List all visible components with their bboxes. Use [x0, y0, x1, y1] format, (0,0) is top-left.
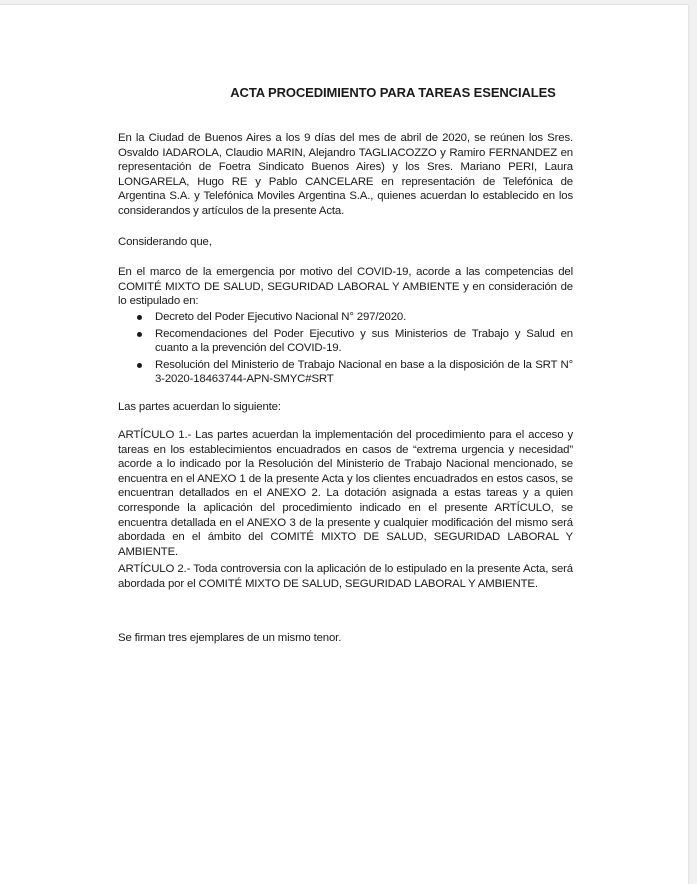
marco-paragraph: En el marco de la emergencia por motivo del COVID-19, acorde a las competencias del COMITÉ MIXTO DE SALUD, SEGURIDAD LABORAL Y AMBIENTE y en consideración de lo estipulado en:: [118, 266, 573, 308]
document-title: ACTA PROCEDIMIENTO PARA TAREAS ESENCIALES: [230, 85, 556, 100]
bullet-icon: [137, 315, 142, 320]
list-item-text: Decreto del Poder Ejecutivo Nacional N° 297/2020.: [155, 311, 407, 323]
list-item: [118, 327, 573, 356]
considerando-list: [118, 310, 573, 389]
bullet-icon: [137, 332, 142, 337]
list-item: [118, 358, 573, 387]
considerando-paragraph: Considerando que,: [118, 236, 212, 248]
document-page: [0, 5, 688, 884]
articulo-2-paragraph: ARTÍCULO 2.- Toda controversia con la aplicación de lo estipulado en la presente Acta, será abordada por el COMITÉ MIXTO DE SALUD, SEGURIDAD LABORAL Y AMBIENTE.: [118, 563, 573, 590]
intro-paragraph: En la Ciudad de Buenos Aires a los 9 días del mes de abril de 2020, se reúnen los Sres. Osvaldo IADAROLA, Claudio MARIN, Alejandro TAGLIACOZZO y Ramiro FERNANDEZ en representación de Foetra Sindicato Buenos Aires) y los Sres. Mariano PERI, Laura LONGARELA, Hugo RE y Pablo CANCELARE en representación de Telefónica de Argentina S.A. y Telefónica Moviles Argentina S.A., quienes acuerdan lo establecido en los considerandos y artículos de la presente Acta.: [118, 132, 573, 217]
partes-paragraph: Las partes acuerdan lo siguiente:: [118, 401, 281, 413]
firman-paragraph: Se firman tres ejemplares de un mismo tenor.: [118, 632, 342, 644]
bullet-icon: [137, 363, 142, 368]
list-item: [118, 310, 573, 325]
articulo-1-paragraph: ARTÍCULO 1.- Las partes acuerdan la implementación del procedimiento para el acceso y tareas en los establecimientos encuadrados en casos de “extrema urgencia y necesidad” acorde a lo indicado por la Resolución del Ministerio de Trabajo Nacional mencionado, se encuentra en el ANEXO 1 de la presente Acta y los clientes encuadrados en estos casos, se encuentran detallados en el ANEXO 2. La dotación asignada a estas tareas y a quien corresponde la aplicación del procedimiento indicado en el presente ARTÍCULO, se encuentra detallada en el ANEXO 3 de la presente y cualquier modificación del mismo será abordada en el ámbito del COMITÉ MIXTO DE SALUD, SEGURIDAD LABORAL Y AMBIENTE.: [118, 429, 573, 558]
list-item-text: Recomendaciones del Poder Ejecutivo y sus Ministerios de Trabajo y Salud en cuanto a la prevención del COVID-19.: [155, 327, 573, 355]
list-item-text: Resolución del Ministerio de Trabajo Nacional en base a la disposición de la SRT N° 3-2020-18463744-APN-SMYC#SRT: [155, 358, 573, 386]
